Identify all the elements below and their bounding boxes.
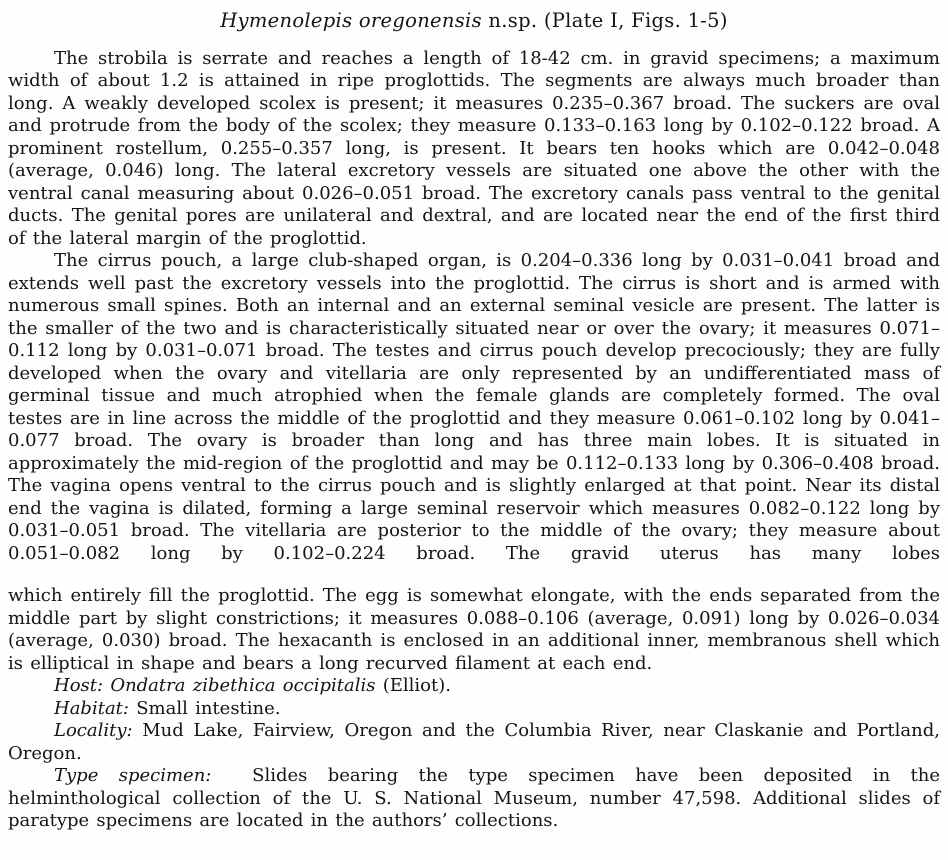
host-species-italic: Ondatra zibethica occipitalis — [110, 675, 376, 696]
habitat-label: Habitat: — [54, 697, 129, 719]
locality-entry — [8, 720, 940, 765]
locality-label: Locality: — [54, 720, 133, 741]
locality-text: Mud Lake, Fairview, Oregon and the Columbia River, near Claskanie and Portland, Oregon. — [8, 720, 940, 764]
species-name-italic: Hymenolepis oregonensis — [220, 9, 482, 32]
habitat-text: Small intestine. — [136, 697, 281, 719]
type-specimen-entry — [8, 765, 940, 833]
host-entry — [8, 675, 940, 698]
description-paragraph-2: The cirrus pouch, a large club-shaped organ, is 0.204–0.336 long by 0.031–0.041 broad and extends well past the excretory vessels into the proglottid. The cirrus is short and is armed with numerous small spines. Both an internal and an external seminal vesicle are present. The latter is the smaller of the two and is characteristically situated near or over the ovary; it measures 0.071–0.112 long by 0.031–0.071 broad. The testes and cirrus pouch develop precociously; they are fully developed when the ovary and vitellaria are only represented by an undifferentiated mass of germinal tissue and much atrophied when the female glands are completely formed. The oval testes are in line across the middle of the proglottid and they measure 0.061–0.102 long by 0.041–0.077 broad. The ovary is broader than long and has three main lobes. It is situated in approximately the mid-region of the proglottid and may be 0.112–0.133 long by 0.306–0.408 broad. The vagina opens ventral to the cirrus pouch and is slightly enlarged at that point. Near its distal end the vagina is dilated, forming a large seminal reservoir which measures 0.082–0.122 long by 0.031–0.051 broad. The vitellaria are posterior to the middle of the ovary; they measure about 0.051–0.082 long by 0.102–0.224 broad. The gravid uterus has many lobes — [8, 250, 940, 564]
type-specimen-label: Type specimen: — [54, 765, 212, 786]
host-label: Host: — [54, 675, 104, 696]
host-authority: (Elliot). — [382, 675, 451, 696]
description-paragraph-2-continuation: which entirely fill the proglottid. The egg is somewhat elongate, with the ends separated from the middle part by slight constrictions; it measures 0.088–0.106 (average, 0.091) long by 0.026–0.034 (average, 0.030) broad. The hexacanth is enclosed in an additional inner, membranous shell which is elliptical in shape and bears a long recurved filament at each end. — [8, 585, 940, 674]
heading-suffix: n.sp. (Plate I, Figs. 1-5) — [488, 9, 728, 32]
species-heading — [8, 10, 940, 33]
type-specimen-text: Slides bearing the type specimen have been deposited in the helminthological collection of the U. S. National Museum, number 47,598. Additional slides of paratype specimens are located in the authors’ collections. — [8, 765, 941, 831]
habitat-entry — [8, 698, 940, 721]
description-paragraph-1: The strobila is serrate and reaches a length of 18-42 cm. in gravid specimens; a maximum width of about 1.2 is attained in ripe proglottids. The segments are always much broader than long. A weakly developed scolex is present; it measures 0.235–0.367 broad. The suckers are oval and protrude from the body of the scolex; they measure 0.133–0.163 long by 0.102–0.122 broad. A prominent rostellum, 0.255–0.357 long, is present. It bears ten hooks which are 0.042–0.048 (average, 0.046) long. The lateral excretory vessels are situated one above the other with the ventral canal measuring about 0.026–0.051 broad. The excretory canals pass ventral to the genital ducts. The genital pores are unilateral and dextral, and are located near the end of the first third of the lateral margin of the proglottid. — [8, 47, 940, 249]
